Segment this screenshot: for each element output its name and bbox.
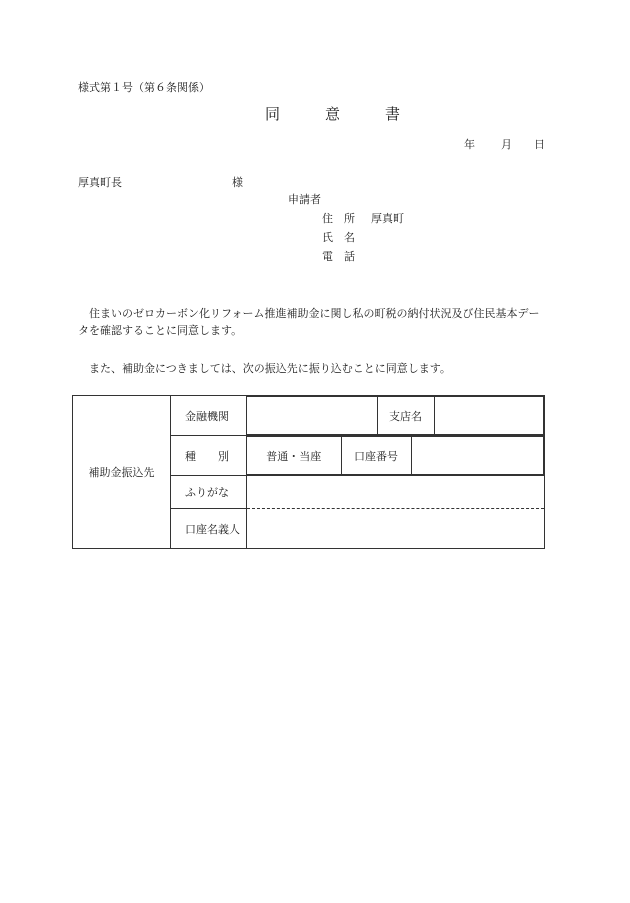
applicant-heading: 申請者 <box>288 193 321 206</box>
applicant-name-label: 氏 名 <box>322 231 355 244</box>
addressee-name: 厚真町長 <box>78 176 122 189</box>
applicant-address-label: 住 所 <box>322 212 355 225</box>
transfer-paragraph <box>78 360 550 377</box>
account-number-label: 口座番号 <box>341 437 411 475</box>
furigana-label: ふりがな <box>171 476 247 509</box>
date-line <box>464 138 545 152</box>
transfer-section-label: 補助金振込先 <box>73 396 171 549</box>
account-number-field[interactable] <box>411 437 544 475</box>
title-char: 意 <box>325 105 341 123</box>
institution-field[interactable] <box>247 397 377 435</box>
account-type-label: 種 別 <box>171 436 247 476</box>
applicant-address-value: 厚真町 <box>371 212 404 225</box>
institution-label: 金融機関 <box>171 396 247 436</box>
consent-paragraph <box>78 305 550 339</box>
date-year: 年 <box>464 138 475 151</box>
account-type-row <box>247 436 545 476</box>
institution-row <box>247 396 545 436</box>
title-char: 書 <box>385 105 401 123</box>
consent-paragraph-text: 住まいのゼロカーボン化リフォーム推進補助金に関し私の町税の納付状況及び住民基本データを確認することに同意します。 <box>78 307 540 337</box>
addressee-honorific: 様 <box>232 176 243 189</box>
applicant-phone-label: 電 話 <box>322 250 355 263</box>
form-number: 様式第１号（第６条関係） <box>78 81 210 94</box>
bank-transfer-table <box>72 395 545 549</box>
title-char: 同 <box>265 105 281 123</box>
furigana-field[interactable] <box>247 476 545 509</box>
account-holder-label: 口座名義人 <box>171 509 247 549</box>
date-month: 月 <box>501 138 512 151</box>
branch-field[interactable] <box>434 397 544 435</box>
transfer-paragraph-text: また、補助金につきましては、次の振込先に振り込むことに同意します。 <box>89 362 451 375</box>
document-title <box>265 107 400 123</box>
branch-label: 支店名 <box>377 397 434 435</box>
account-holder-field[interactable] <box>247 509 545 549</box>
account-type-value[interactable]: 普通・当座 <box>247 437 341 475</box>
date-day: 日 <box>534 138 545 151</box>
